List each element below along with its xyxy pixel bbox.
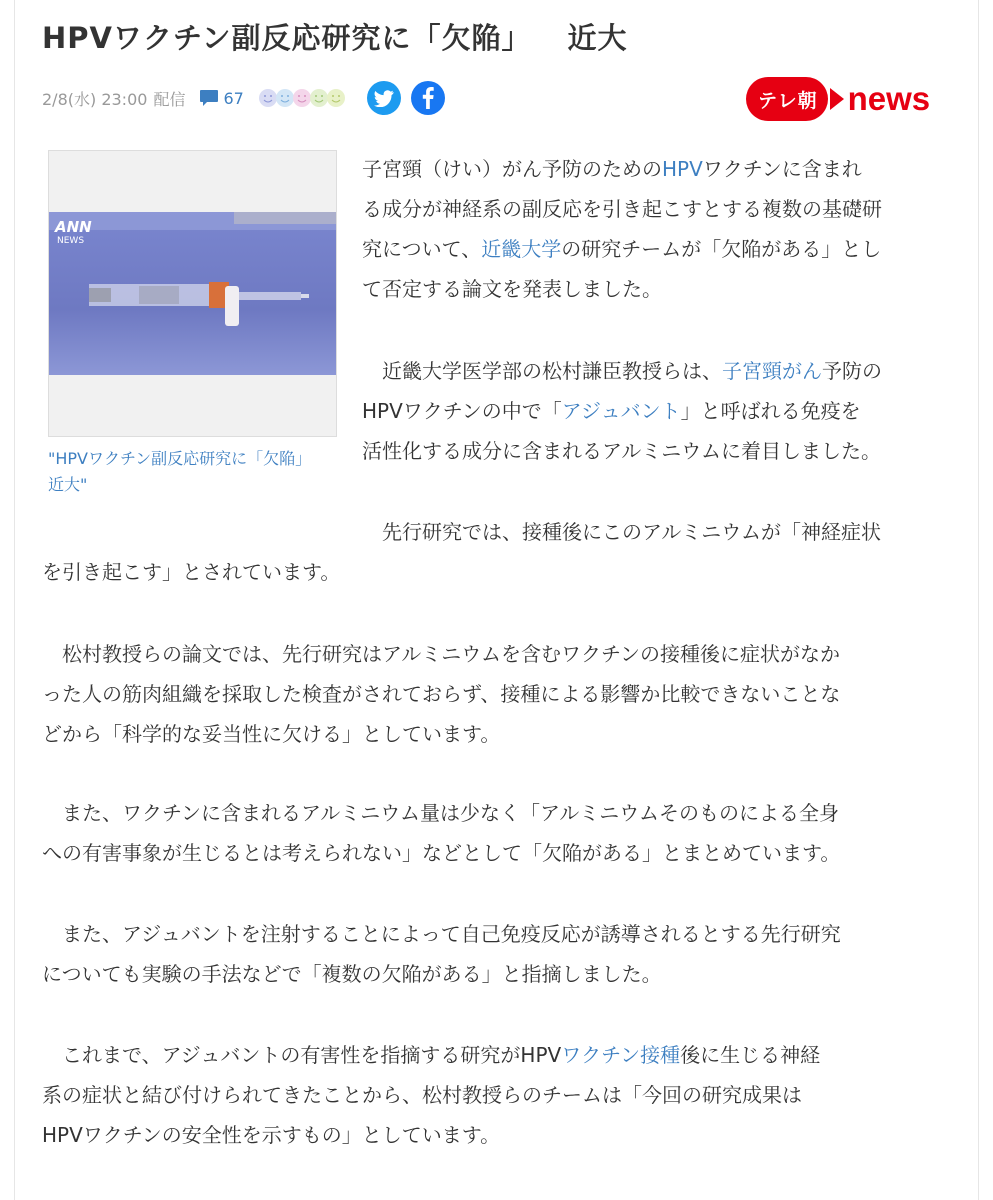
logo-news-text: news (847, 80, 931, 117)
image-watermark: ANN (55, 218, 92, 236)
hpv-link[interactable]: HPV (662, 157, 703, 181)
article-paragraph-3a: 先行研究では、接種後にこのアルミニウムが「神経症状 (382, 520, 881, 544)
syringe-photo (49, 212, 336, 375)
logo-brand: テレ朝 (746, 77, 828, 121)
share-buttons (367, 81, 445, 115)
comment-link[interactable] (199, 89, 243, 108)
article-paragraph-3b: を引き起こす」とされています。 (42, 560, 341, 584)
article-meta (42, 78, 445, 118)
right-border (978, 0, 979, 1200)
title-source: 近大 (567, 21, 628, 55)
reaction-faces[interactable] (258, 88, 343, 108)
adjuvant-link[interactable]: アジュバント (561, 399, 681, 423)
facebook-share-button[interactable] (411, 81, 445, 115)
comment-icon (199, 89, 219, 107)
left-border (14, 0, 15, 1200)
tv-asahi-news-logo[interactable] (746, 74, 930, 124)
article-paragraph-2: 近畿大学医学部の松村謙臣教授らは、子宮頸がん予防の HPVワクチンの中で「アジュバント」と呼ばれる免疫を 活性化する成分に含まれるアルミニウムに着目しました。 (362, 359, 882, 463)
reaction-face-icon (326, 88, 346, 108)
twitter-icon (374, 90, 394, 107)
comment-count: 67 (223, 88, 244, 108)
play-arrow-icon (830, 88, 844, 110)
image-caption[interactable]: "HPVワクチン副反応研究に「欠陥」 近大" (48, 449, 320, 494)
article-image[interactable] (48, 150, 337, 437)
facebook-icon (420, 87, 436, 109)
publish-date: 2/8(水) 23:00 (42, 89, 148, 109)
article-paragraph-6: また、アジュバントを注射することによって自己免疫反応が誘導されるとする先行研究 についても実験の手法などで「複数の欠陥がある」と指摘しました。 (42, 922, 841, 986)
cervical-cancer-link[interactable]: 子宮頸がん (722, 359, 822, 383)
vaccination-link[interactable]: ワクチン接種 (561, 1043, 681, 1067)
twitter-share-button[interactable] (367, 81, 401, 115)
article-paragraph-1: 子宮頸（けい）がん予防のためのHPVワクチンに含まれ る成分が神経系の副反応を引き起こすとする複数の基礎研 究について、近畿大学の研究チームが「欠陥がある」とし て否定する論文を発表しました。 (362, 157, 882, 301)
kindai-link[interactable]: 近畿大学 (481, 237, 562, 261)
title-main: HPVワクチン副反応研究に「欠陥」 (42, 21, 532, 55)
image-watermark-2: NEWS (57, 236, 85, 246)
article-paragraph-5: また、ワクチンに含まれるアルミニウム量は少なく「アルミニウムそのものによる全身 への有害事象が生じるとは考えられない」などとして「欠陥がある」とまとめています。 (42, 801, 841, 865)
article-title (42, 16, 628, 57)
delivery-label: 配信 (153, 89, 186, 109)
article-paragraph-7: これまで、アジュバントの有害性を指摘する研究がHPVワクチン接種後に生じる神経 系の症状と結び付けられてきたことから、松村教授らのチームは「今回の研究成果は HPVワクチンの安全性を示すもの」としています。 (42, 1043, 821, 1147)
article-paragraph-4: 松村教授らの論文では、先行研究はアルミニウムを含むワクチンの接種後に症状がなか った人の筋肉組織を採取した検査がされておらず、接種による影響か比較できないことな どから「科学的な妥当性に欠ける」としています。 (42, 642, 841, 746)
